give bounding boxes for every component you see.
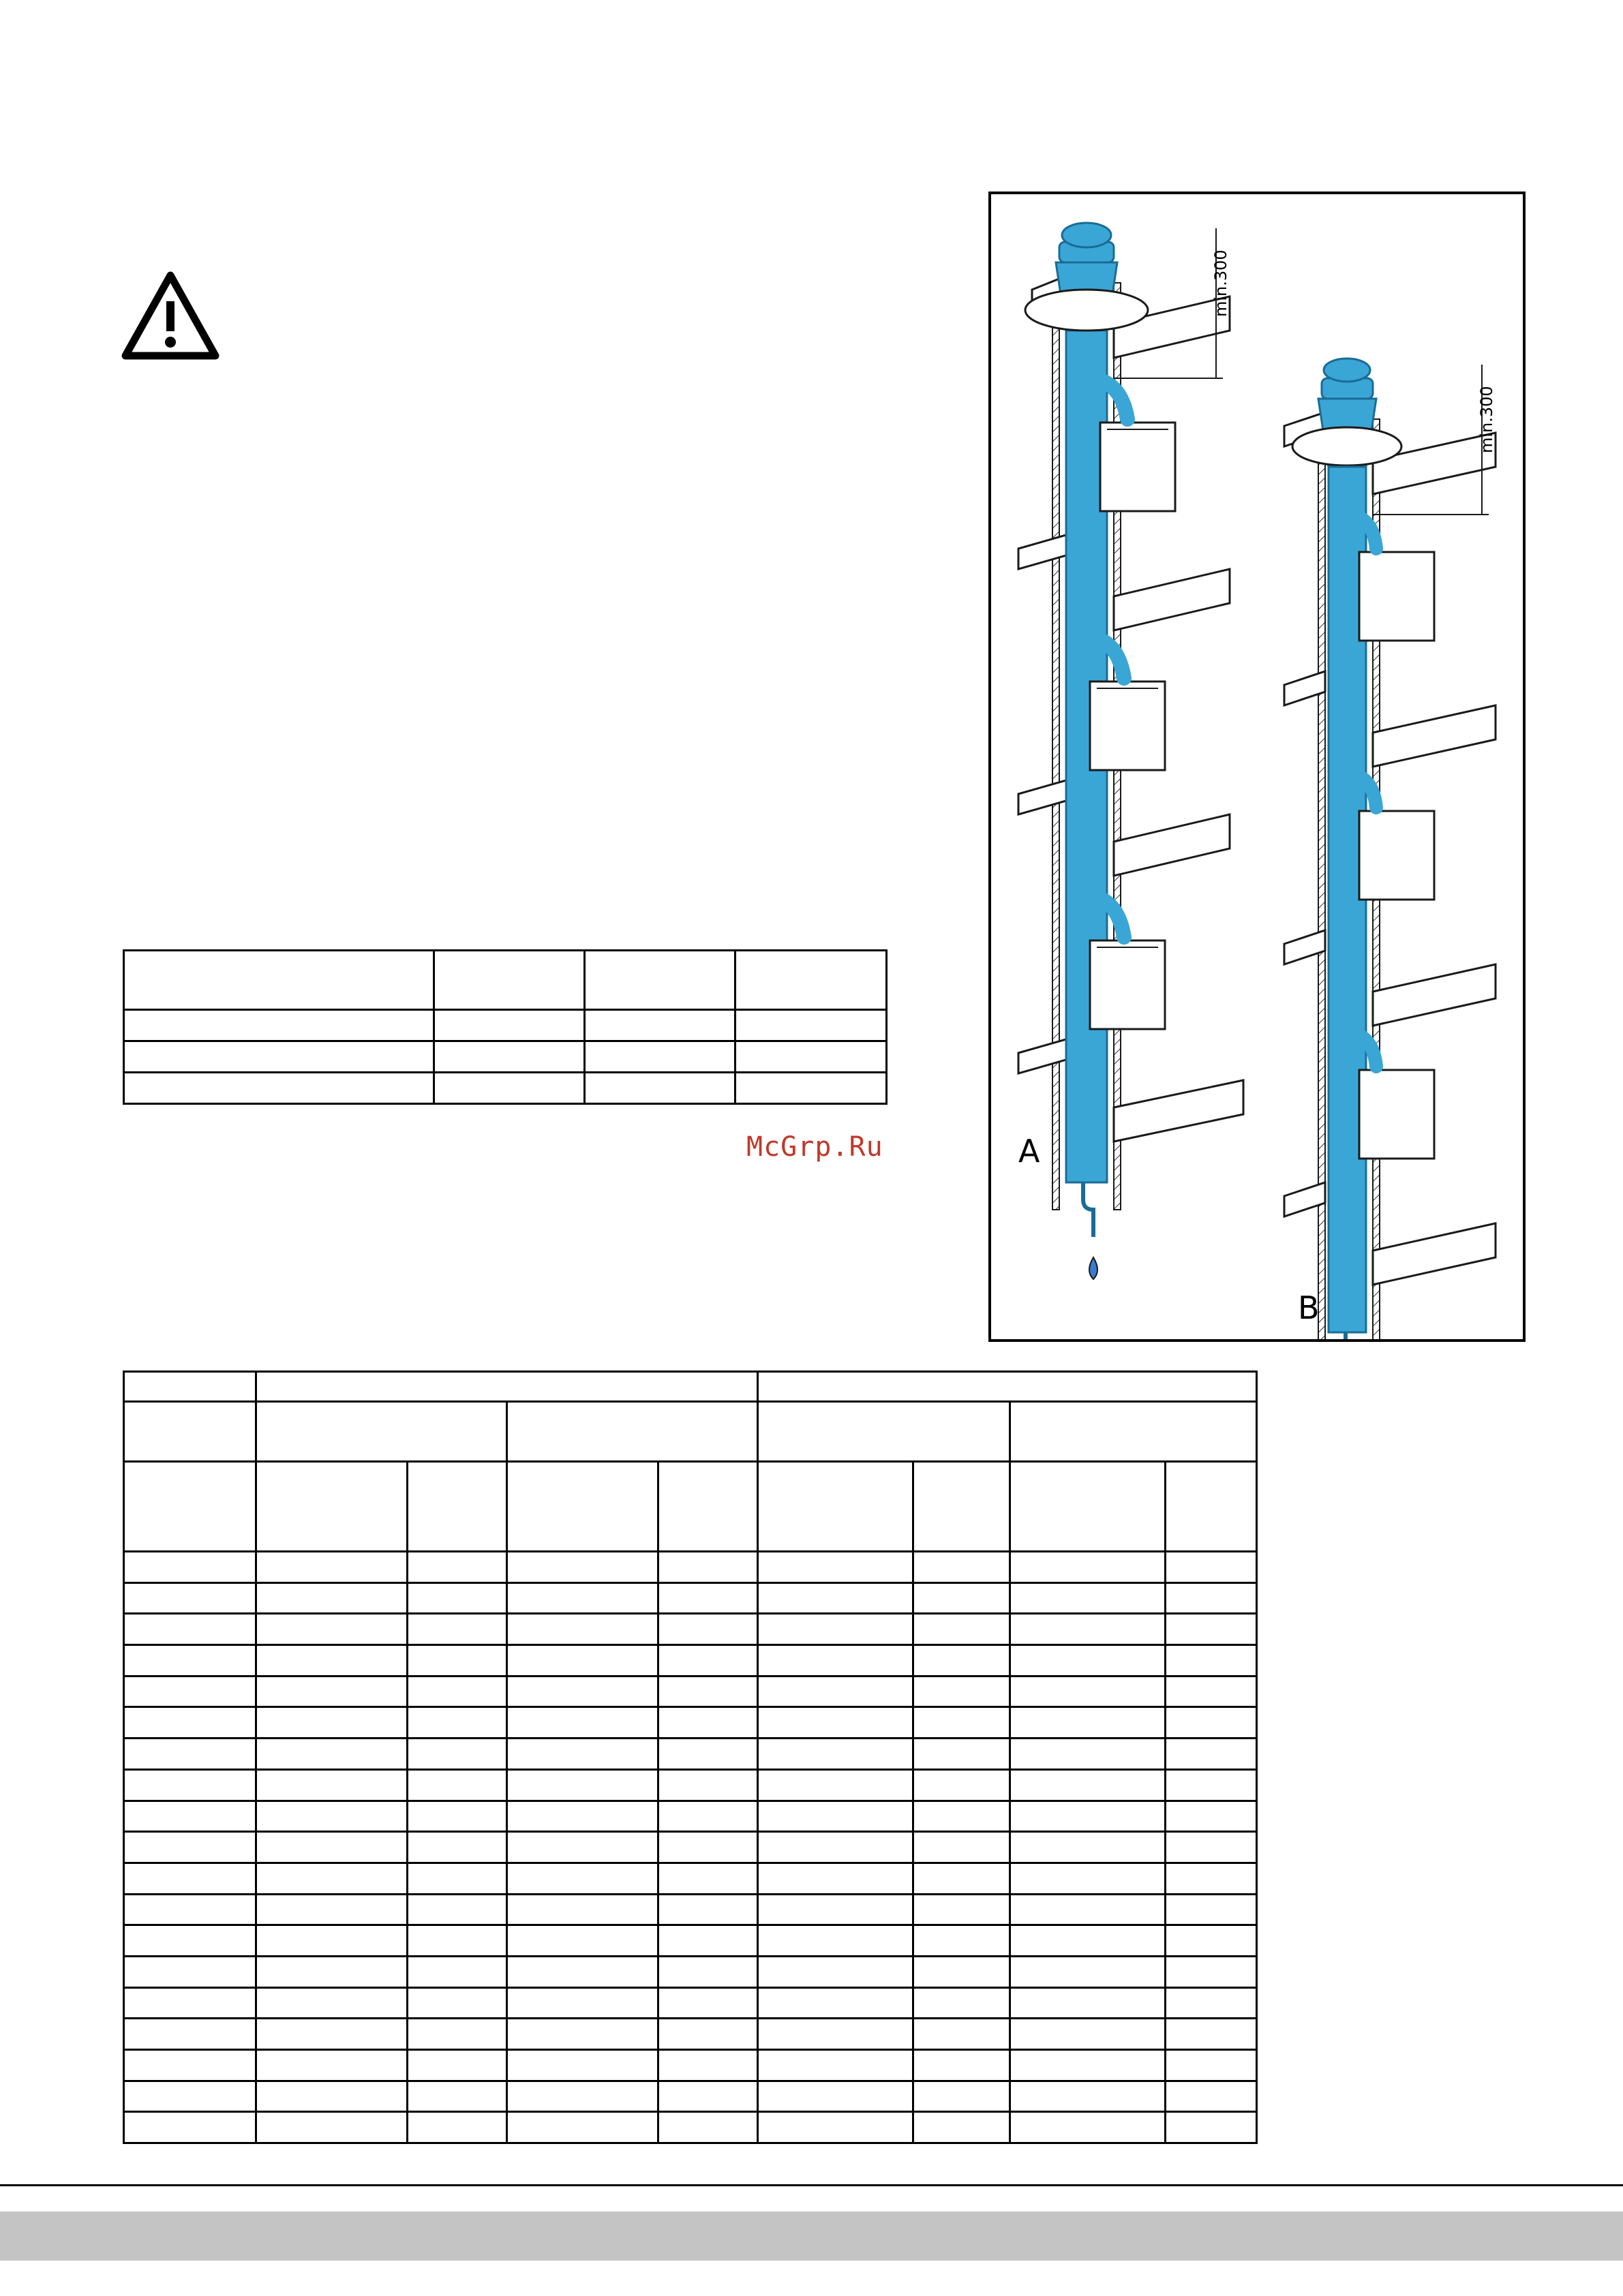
table-cell <box>507 1582 658 1614</box>
table-row <box>124 1801 1257 1832</box>
table-cell <box>408 1552 507 1583</box>
table-row <box>124 1925 1257 1957</box>
table-cell <box>1010 1676 1166 1707</box>
small-table <box>123 949 888 1105</box>
table-cell <box>658 1863 758 1894</box>
table-cell <box>1166 1582 1257 1614</box>
table-header-row <box>124 1372 1257 1402</box>
table-cell <box>408 2081 507 2112</box>
table-cell <box>913 1769 1010 1801</box>
table-cell <box>1166 1707 1257 1739</box>
table-cell <box>758 1832 913 1863</box>
table-cell <box>1010 1614 1166 1645</box>
shaft-wall <box>1052 283 1059 1210</box>
table-row <box>124 1645 1257 1677</box>
table-cell <box>124 1645 256 1677</box>
table-cell <box>507 1462 658 1552</box>
water-drop-icon <box>1089 1257 1097 1279</box>
table-cell <box>507 2081 658 2112</box>
label-a: A <box>1018 1133 1040 1169</box>
table-cell <box>1010 1552 1166 1583</box>
table-cell <box>1166 1645 1257 1677</box>
table-cell <box>758 1676 913 1707</box>
table-cell <box>658 2081 758 2112</box>
table-cell <box>758 1645 913 1677</box>
table-cell <box>507 1987 658 2019</box>
table-cell <box>124 1956 256 1987</box>
table-cell <box>758 1956 913 1987</box>
table-cell <box>913 1707 1010 1739</box>
table-cell <box>124 1073 434 1104</box>
table-cell <box>408 2050 507 2081</box>
table-cell <box>124 1832 256 1863</box>
table-cell <box>507 2019 658 2050</box>
table-cell <box>256 2019 408 2050</box>
table-cell <box>1166 1832 1257 1863</box>
table-cell <box>124 1925 256 1957</box>
table-cell <box>658 1925 758 1957</box>
table-cell <box>507 1402 758 1462</box>
table-row <box>124 2112 1257 2143</box>
table-cell <box>1166 2050 1257 2081</box>
table-cell <box>256 1863 408 1894</box>
table-cell <box>758 2050 913 2081</box>
dimension-label-b: min.300 <box>1477 386 1496 453</box>
table-cell <box>758 1707 913 1739</box>
table-cell <box>913 1582 1010 1614</box>
table-cell <box>1166 1987 1257 2019</box>
table-cell <box>1166 2019 1257 2050</box>
table-cell <box>408 1676 507 1707</box>
table-cell <box>758 1863 913 1894</box>
table-cell <box>658 2050 758 2081</box>
table-row <box>124 1769 1257 1801</box>
table-cell <box>1010 1402 1257 1462</box>
table-cell <box>1010 1739 1166 1770</box>
table-row <box>124 1894 1257 1925</box>
table-cell <box>658 1832 758 1863</box>
table-cell <box>507 1739 658 1770</box>
table-cell <box>913 1956 1010 1987</box>
table-cell <box>658 1801 758 1832</box>
table-cell <box>124 1010 434 1041</box>
table-cell <box>256 1832 408 1863</box>
label-b: B <box>1298 1289 1320 1326</box>
table-cell <box>124 1769 256 1801</box>
table-cell <box>758 1925 913 1957</box>
table-cell <box>256 2081 408 2112</box>
table-cell <box>1166 1462 1257 1552</box>
table-row <box>124 1041 887 1073</box>
table-cell <box>913 1676 1010 1707</box>
table-cell <box>256 1801 408 1832</box>
table-cell <box>256 2112 408 2143</box>
table-cell <box>408 1801 507 1832</box>
table-cell <box>1010 1863 1166 1894</box>
table-cell <box>913 1832 1010 1863</box>
table-cell <box>758 1462 913 1552</box>
table-cell <box>1166 1614 1257 1645</box>
table-cell <box>758 1769 913 1801</box>
table-cell <box>124 1614 256 1645</box>
table-cell <box>658 1614 758 1645</box>
table-cell <box>507 1645 658 1677</box>
table-cell <box>658 1739 758 1770</box>
table-cell <box>124 1707 256 1739</box>
table-cell <box>124 1552 256 1583</box>
table-cell <box>434 1073 585 1104</box>
table-cell <box>256 1894 408 1925</box>
table-cell <box>1010 1956 1166 1987</box>
table-cell <box>658 1462 758 1552</box>
table-row <box>124 2019 1257 2050</box>
table-cell <box>658 1552 758 1583</box>
table-row <box>124 1582 1257 1614</box>
table-cell <box>913 1987 1010 2019</box>
table-row <box>124 2050 1257 2081</box>
table-cell <box>434 1041 585 1073</box>
table-cell <box>1166 1863 1257 1894</box>
table-header-row <box>124 1462 1257 1552</box>
table-cell <box>1010 2050 1166 2081</box>
table-row <box>124 1987 1257 2019</box>
table-cell <box>913 2019 1010 2050</box>
table-cell <box>735 951 887 1010</box>
table-cell <box>913 1552 1010 1583</box>
table-row <box>124 1863 1257 1894</box>
table-cell <box>256 1739 408 1770</box>
table-cell <box>1010 1894 1166 1925</box>
table-cell <box>434 951 585 1010</box>
table-cell <box>913 1645 1010 1677</box>
table-cell <box>1010 1645 1166 1677</box>
table-cell <box>758 1552 913 1583</box>
table-cell <box>256 1372 758 1402</box>
table-cell <box>658 1894 758 1925</box>
table-cell <box>256 1707 408 1739</box>
large-table <box>123 1371 1258 2144</box>
table-cell <box>256 2050 408 2081</box>
table-cell <box>124 1462 256 1552</box>
table-cell <box>758 1402 1010 1462</box>
table-cell <box>256 1462 408 1552</box>
table-cell <box>507 2050 658 2081</box>
table-row <box>124 1832 1257 1863</box>
table-cell <box>507 1707 658 1739</box>
table-cell <box>1010 2019 1166 2050</box>
table-cell <box>758 1372 1257 1402</box>
table-cell <box>256 1552 408 1583</box>
table-cell <box>507 1614 658 1645</box>
table-cell <box>124 1372 256 1402</box>
table-cell <box>658 1956 758 1987</box>
table-cell <box>507 1925 658 1957</box>
table-cell <box>913 2050 1010 2081</box>
table-cell <box>1010 2112 1166 2143</box>
table-cell <box>1166 1552 1257 1583</box>
table-cell <box>408 1462 507 1552</box>
table-row <box>124 1707 1257 1739</box>
table-cell <box>913 1894 1010 1925</box>
table-cell <box>758 1801 913 1832</box>
table-cell <box>256 1925 408 1957</box>
table-cell <box>913 1739 1010 1770</box>
table-cell <box>408 1582 507 1614</box>
table-cell <box>1010 1582 1166 1614</box>
table-row <box>124 1073 887 1104</box>
table-cell <box>256 1956 408 1987</box>
table-cell <box>1010 1832 1166 1863</box>
table-cell <box>913 2112 1010 2143</box>
table-cell <box>585 1041 735 1073</box>
table-cell <box>1010 1925 1166 1957</box>
table-row <box>124 1676 1257 1707</box>
table-cell <box>1166 2081 1257 2112</box>
table-cell <box>658 1769 758 1801</box>
table-cell <box>758 1894 913 1925</box>
table-cell <box>507 1676 658 1707</box>
table-cell <box>1010 1707 1166 1739</box>
table-cell <box>408 2112 507 2143</box>
table-cell <box>256 1645 408 1677</box>
table-cell <box>124 1402 256 1462</box>
table-cell <box>913 1614 1010 1645</box>
table-cell <box>913 1801 1010 1832</box>
table-header-row <box>124 1402 1257 1462</box>
table-cell <box>913 1462 1010 1552</box>
table-cell <box>658 2112 758 2143</box>
table-cell <box>1010 1801 1166 1832</box>
table-cell <box>913 1863 1010 1894</box>
table-cell <box>256 1769 408 1801</box>
table-cell <box>124 1676 256 1707</box>
table-cell <box>507 1552 658 1583</box>
table-cell <box>256 1582 408 1614</box>
table-cell <box>507 1894 658 1925</box>
table-cell <box>735 1073 887 1104</box>
table-cell <box>1010 2081 1166 2112</box>
table-cell <box>408 1645 507 1677</box>
table-cell <box>1166 1801 1257 1832</box>
table-cell <box>408 1614 507 1645</box>
table-cell <box>758 2112 913 2143</box>
table-cell <box>408 1894 507 1925</box>
table-row <box>124 951 887 1010</box>
table-cell <box>585 1073 735 1104</box>
table-cell <box>256 1676 408 1707</box>
table-cell <box>758 1987 913 2019</box>
table-cell <box>585 951 735 1010</box>
table-cell <box>658 1987 758 2019</box>
table-cell <box>124 1987 256 2019</box>
table-cell <box>408 1769 507 1801</box>
table-cell <box>124 1582 256 1614</box>
table-cell <box>124 1863 256 1894</box>
table-cell <box>1166 1894 1257 1925</box>
table-cell <box>256 1987 408 2019</box>
table-cell <box>1166 1676 1257 1707</box>
table-cell <box>124 1739 256 1770</box>
table-cell <box>658 2019 758 2050</box>
table-cell <box>507 1769 658 1801</box>
table-cell <box>124 1894 256 1925</box>
table-cell <box>408 1707 507 1739</box>
watermark: McGrp.Ru <box>746 1131 883 1163</box>
table-cell <box>256 1402 507 1462</box>
dimension-label-a: min.300 <box>1211 249 1230 317</box>
table-row <box>124 1614 1257 1645</box>
table-cell <box>758 1739 913 1770</box>
table-cell <box>124 951 434 1010</box>
table-row <box>124 1010 887 1041</box>
table-cell <box>256 1614 408 1645</box>
table-cell <box>507 1832 658 1863</box>
installation-a <box>1018 223 1243 1279</box>
table-cell <box>408 1987 507 2019</box>
table-cell <box>758 2081 913 2112</box>
table-cell <box>408 1832 507 1863</box>
table-cell <box>658 1676 758 1707</box>
table-cell <box>507 1863 658 1894</box>
table-cell <box>507 1956 658 1987</box>
table-cell <box>658 1645 758 1677</box>
table-row <box>124 1956 1257 1987</box>
table-row <box>124 2081 1257 2112</box>
table-cell <box>408 2019 507 2050</box>
table-cell <box>658 1707 758 1739</box>
table-cell <box>124 2050 256 2081</box>
table-cell <box>124 1041 434 1073</box>
table-cell <box>735 1041 887 1073</box>
footer-rule <box>0 2184 1623 2186</box>
table-cell <box>1166 1956 1257 1987</box>
table-cell <box>1010 1987 1166 2019</box>
table-cell <box>585 1010 735 1041</box>
figure-drawing <box>991 194 1523 1339</box>
table-cell <box>408 1739 507 1770</box>
table-cell <box>1010 1462 1166 1552</box>
table-cell <box>758 1614 913 1645</box>
table-cell <box>1166 1739 1257 1770</box>
table-cell <box>658 1582 758 1614</box>
table-cell <box>124 2019 256 2050</box>
table-cell <box>758 2019 913 2050</box>
table-cell <box>408 1956 507 1987</box>
table-cell <box>1010 1769 1166 1801</box>
table-cell <box>507 2112 658 2143</box>
warning-triangle-icon <box>121 271 219 360</box>
table-cell <box>1166 1769 1257 1801</box>
table-cell <box>124 2081 256 2112</box>
table-row <box>124 1552 1257 1583</box>
table-cell <box>1166 1925 1257 1957</box>
table-cell <box>913 1925 1010 1957</box>
table-cell <box>913 2081 1010 2112</box>
table-cell <box>507 1801 658 1832</box>
table-cell <box>758 1582 913 1614</box>
installation-b <box>1284 358 1496 1339</box>
table-cell <box>735 1010 887 1041</box>
footer-bar <box>0 2211 1623 2261</box>
table-cell <box>408 1925 507 1957</box>
table-cell <box>434 1010 585 1041</box>
table-cell <box>124 2112 256 2143</box>
table-cell <box>1166 2112 1257 2143</box>
flue-installation-figure <box>988 192 1526 1342</box>
table-cell <box>124 1801 256 1832</box>
table-row <box>124 1739 1257 1770</box>
table-cell <box>408 1863 507 1894</box>
